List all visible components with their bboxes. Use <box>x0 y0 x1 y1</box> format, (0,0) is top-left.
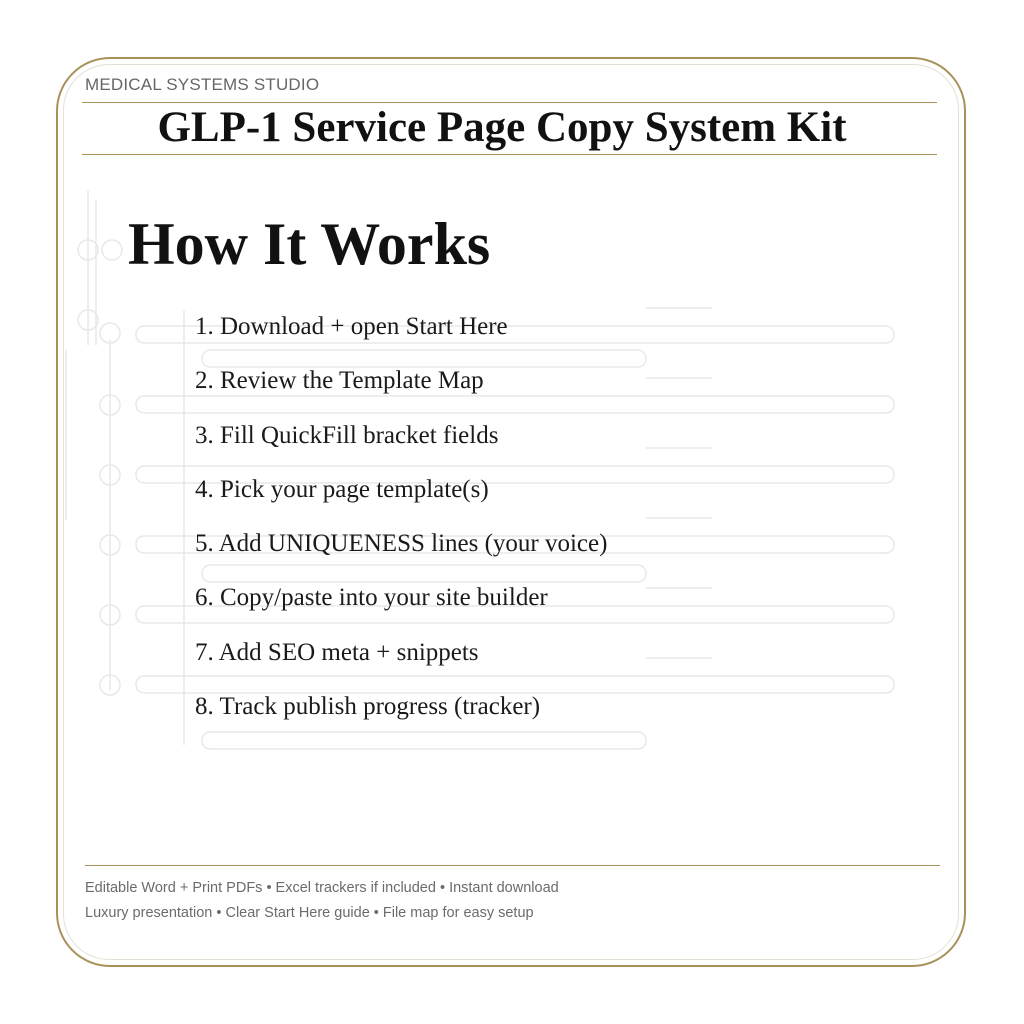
step-item: 2. Review the Template Map <box>195 367 484 395</box>
section-heading: How It Works <box>128 211 491 277</box>
step-item: 8. Track publish progress (tracker) <box>195 693 541 721</box>
footer-rule <box>85 865 940 866</box>
step-item: 4. Pick your page template(s) <box>195 475 489 503</box>
steps-list <box>195 300 607 734</box>
step-item: 1. Download + open Start Here <box>195 313 508 340</box>
step-item: 5. Add UNIQUENESS lines (your voice) <box>195 530 608 558</box>
step-item: 7. Add SEO meta + snippets <box>195 638 479 666</box>
kit-title: GLP-1 Service Page Copy System Kit <box>157 104 847 151</box>
footer-features-line: Editable Word + Print PDFs • Excel trackers if included • Instant download <box>85 880 559 896</box>
brand-name: MEDICAL SYSTEMS STUDIO <box>85 75 320 94</box>
header-rule-bottom <box>82 154 937 155</box>
step-item: 3. Fill QuickFill bracket fields <box>195 421 499 449</box>
footer-benefits-line: Luxury presentation • Clear Start Here guide • File map for easy setup <box>85 905 534 921</box>
step-item: 6. Copy/paste into your site builder <box>195 584 548 612</box>
